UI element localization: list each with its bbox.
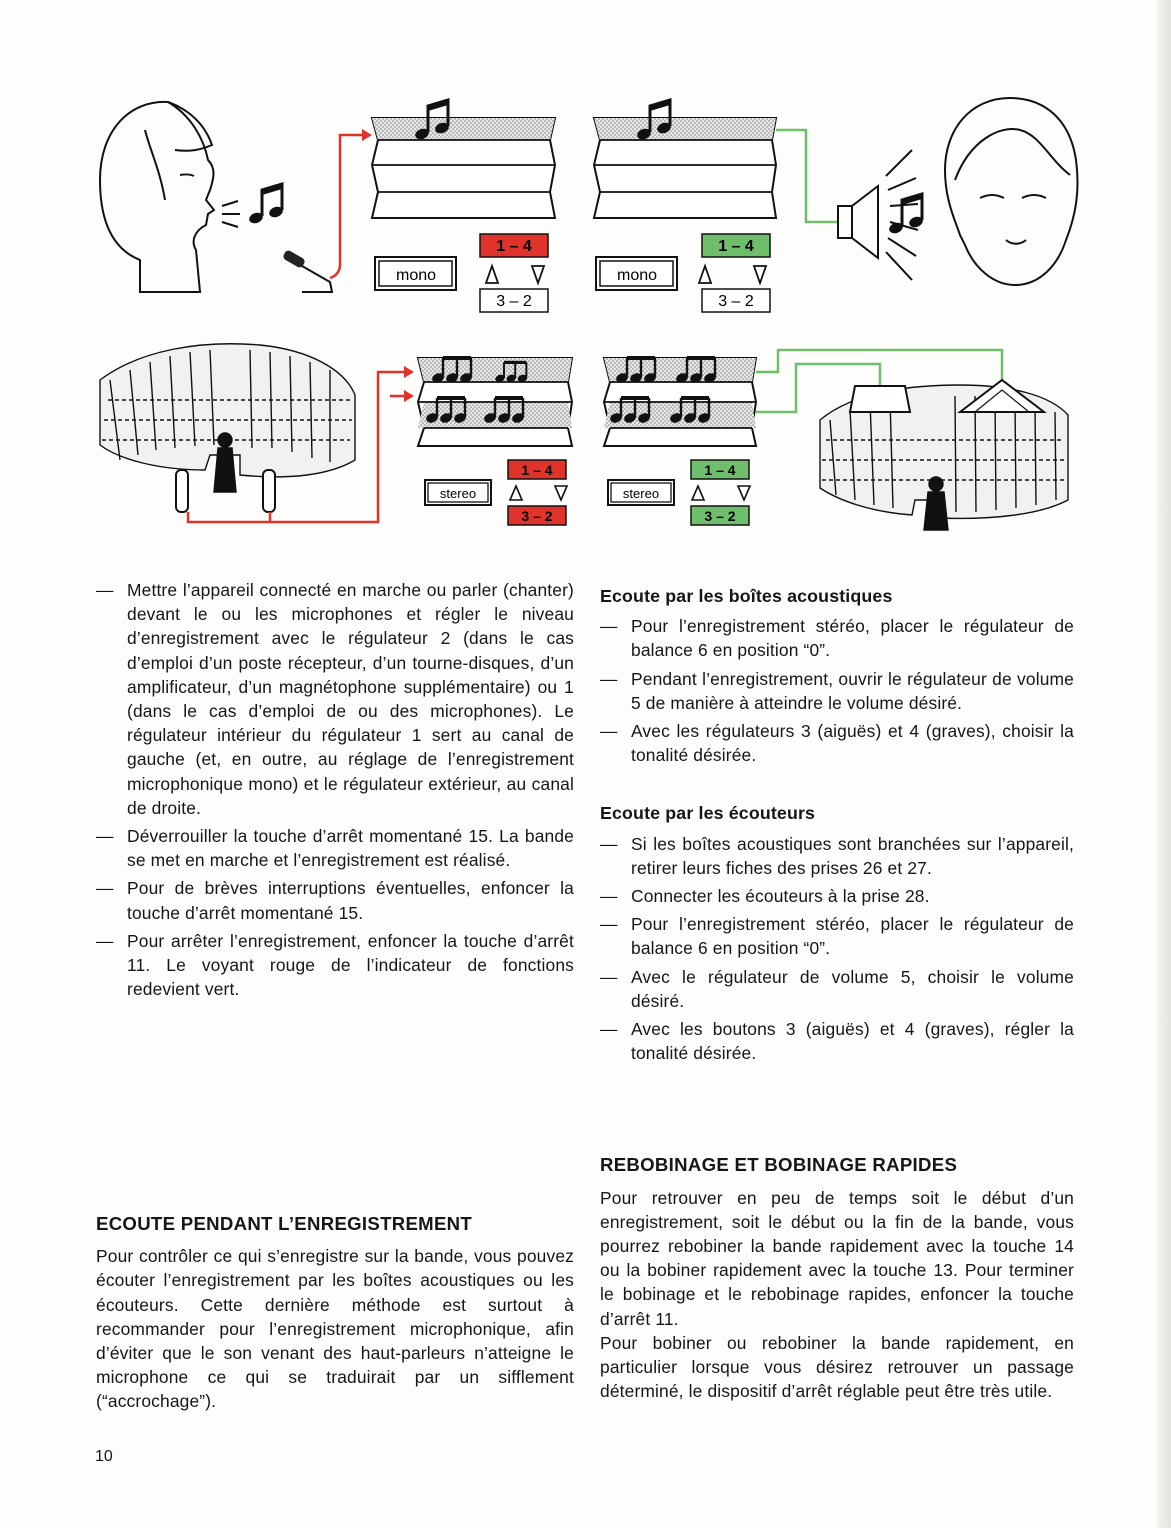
- list-item: — Avec les régulateurs 3 (aiguës) et 4 (graves), choisir la tonalité désirée.: [600, 719, 1074, 767]
- svg-text:1 – 4: 1 – 4: [521, 462, 553, 478]
- listener-drawing: [945, 98, 1078, 285]
- music-note-icon: [248, 184, 285, 225]
- svg-text:stereo: stereo: [622, 486, 660, 501]
- list-item: — Pour l’enregistrement stéréo, placer le régulateur de balance 6 en position “0”.: [600, 614, 1074, 662]
- svg-text:1 – 4: 1 – 4: [704, 462, 736, 478]
- ecouteurs-steps-list: [600, 832, 1074, 1066]
- boites-steps-list: [600, 614, 1074, 767]
- list-item: — Pour de brèves interruptions éventuelles, enfoncer la touche d’arrêt momentané 15.: [96, 876, 574, 924]
- list-item: — Mettre l’appareil connecté en marche ou parler (chanter) devant le ou les microphones et régler le niveau d’enregistrement avec le régulateur 2 (dans le cas d’emploi d’un poste récepteur, d’un tourne-disques, d’un amplificateur, d’un magnétophone supplémentaire) ou 1 (dans le cas d’emploi de ou des microphones). Le régulateur intérieur du régulateur 1 sert au canal de gauche (et, en outre, au réglage de l’enregistrement microphonique mono) et le régulateur extérieur, au canal de droite.: [96, 578, 574, 820]
- list-item: — Pendant l’enregistrement, ouvrir le régulateur de volume 5 de manière à atteindre le volume désiré.: [600, 667, 1074, 715]
- rebobinage-paragraph-2: Pour bobiner ou rebobiner la bande rapidement, en particulier lorsque vous désirez retrouver un passage déterminé, le dispositif d’arrêt réglable peut être très utile.: [600, 1332, 1074, 1402]
- speaker-icon: [838, 150, 918, 280]
- mode-box-top-right: [596, 257, 677, 290]
- subheading-boites: Ecoute par les boîtes acoustiques: [600, 586, 893, 606]
- music-note-icon: [888, 194, 925, 235]
- section-ecoute-pendant: [96, 1212, 574, 1414]
- svg-text:3 – 2: 3 – 2: [496, 293, 532, 310]
- list-item: — Si les boîtes acoustiques sont branchées sur l’appareil, retirer leurs fiches des prises 26 et 27.: [600, 832, 1074, 880]
- playback-line: [776, 130, 838, 222]
- svg-text:3 – 2: 3 – 2: [704, 508, 736, 524]
- list-item: — Avec les boutons 3 (aiguës) et 4 (graves), régler la tonalité désirée.: [600, 1017, 1074, 1065]
- tape-diagram-bottom-right: [604, 356, 756, 446]
- list-item: — Pour arrêter l’enregistrement, enfoncer la touche d’arrêt 11. Le voyant rouge de l’indicateur de fonctions redevient vert.: [96, 929, 574, 1002]
- orchestra-drawing-right: [820, 380, 1068, 530]
- mode-box-bottom-left: [425, 480, 491, 505]
- svg-text:1 – 4: 1 – 4: [496, 238, 532, 255]
- list-item: — Avec le régulateur de volume 5, choisir le volume désiré.: [600, 965, 1074, 1013]
- list-item: — Déverrouiller la touche d’arrêt momentané 15. La bande se met en marche et l’enregistrement est réalisé.: [96, 824, 574, 872]
- left-column: [96, 578, 574, 1005]
- subheading-ecouteurs: Ecoute par les écouteurs: [600, 803, 816, 824]
- list-item: — Connecter les écouteurs à la prise 28.: [600, 884, 1074, 908]
- record-line: [330, 135, 368, 278]
- track-indicator-bottom-right: [691, 460, 750, 525]
- recording-steps-list: [96, 578, 574, 1001]
- mode-box-top-left: [375, 257, 456, 290]
- svg-text:mono: mono: [395, 267, 437, 284]
- mode-box-bottom-right: [608, 480, 674, 505]
- svg-text:3 – 2: 3 – 2: [521, 508, 553, 524]
- recording-diagrams: [0, 0, 1171, 560]
- section-paragraph: Pour contrôler ce qui s’enregistre sur la bande, vous pouvez écouter l’enregistrement par les boîtes acoustiques ou les écouteurs. Cette dernière méthode est surtout à recommander pour l’enregistrement microphonique, afin d’éviter que le son venant des haut-parleurs n’atteigne le microphone ce qui se traduirait par un sifflement (“accrochage”).: [96, 1246, 574, 1412]
- track-indicator-top-right: [699, 234, 770, 312]
- svg-text:1 – 4: 1 – 4: [718, 238, 754, 255]
- microphone-icon: [282, 249, 332, 292]
- singer-drawing: [100, 102, 240, 292]
- orchestra-drawing-left: [100, 344, 355, 492]
- track-indicator-bottom-left: [508, 460, 567, 525]
- section-heading: ECOUTE PENDANT L’ENREGISTREMENT: [96, 1213, 473, 1234]
- tape-diagram-bottom-left: [418, 356, 572, 446]
- rebobinage-paragraph-1: Pour retrouver en peu de temps soit le début d’un enregistrement, soit le début ou la fin de la bande, vous pourrez rebobiner la bande rapidement avec la touche 14 ou la bobiner rapidement avec la touche 13. Pour terminer le bobinage et le rebobinage rapides, enfoncer la touche d’arrêt 11.: [600, 1187, 1074, 1329]
- tape-diagram-top-left: [372, 100, 555, 218]
- svg-text:3 – 2: 3 – 2: [718, 293, 754, 310]
- svg-text:stereo: stereo: [439, 486, 477, 501]
- page-number: 10: [95, 1448, 113, 1465]
- right-column: [600, 584, 1074, 1403]
- tape-diagram-top-right: [594, 100, 776, 218]
- section-heading-rebobinage: REBOBINAGE ET BOBINAGE RAPIDES: [600, 1154, 958, 1176]
- svg-text:mono: mono: [616, 267, 658, 284]
- list-item: — Pour l’enregistrement stéréo, placer le régulateur de balance 6 en position “0”.: [600, 912, 1074, 960]
- track-indicator-top-left: [480, 234, 548, 312]
